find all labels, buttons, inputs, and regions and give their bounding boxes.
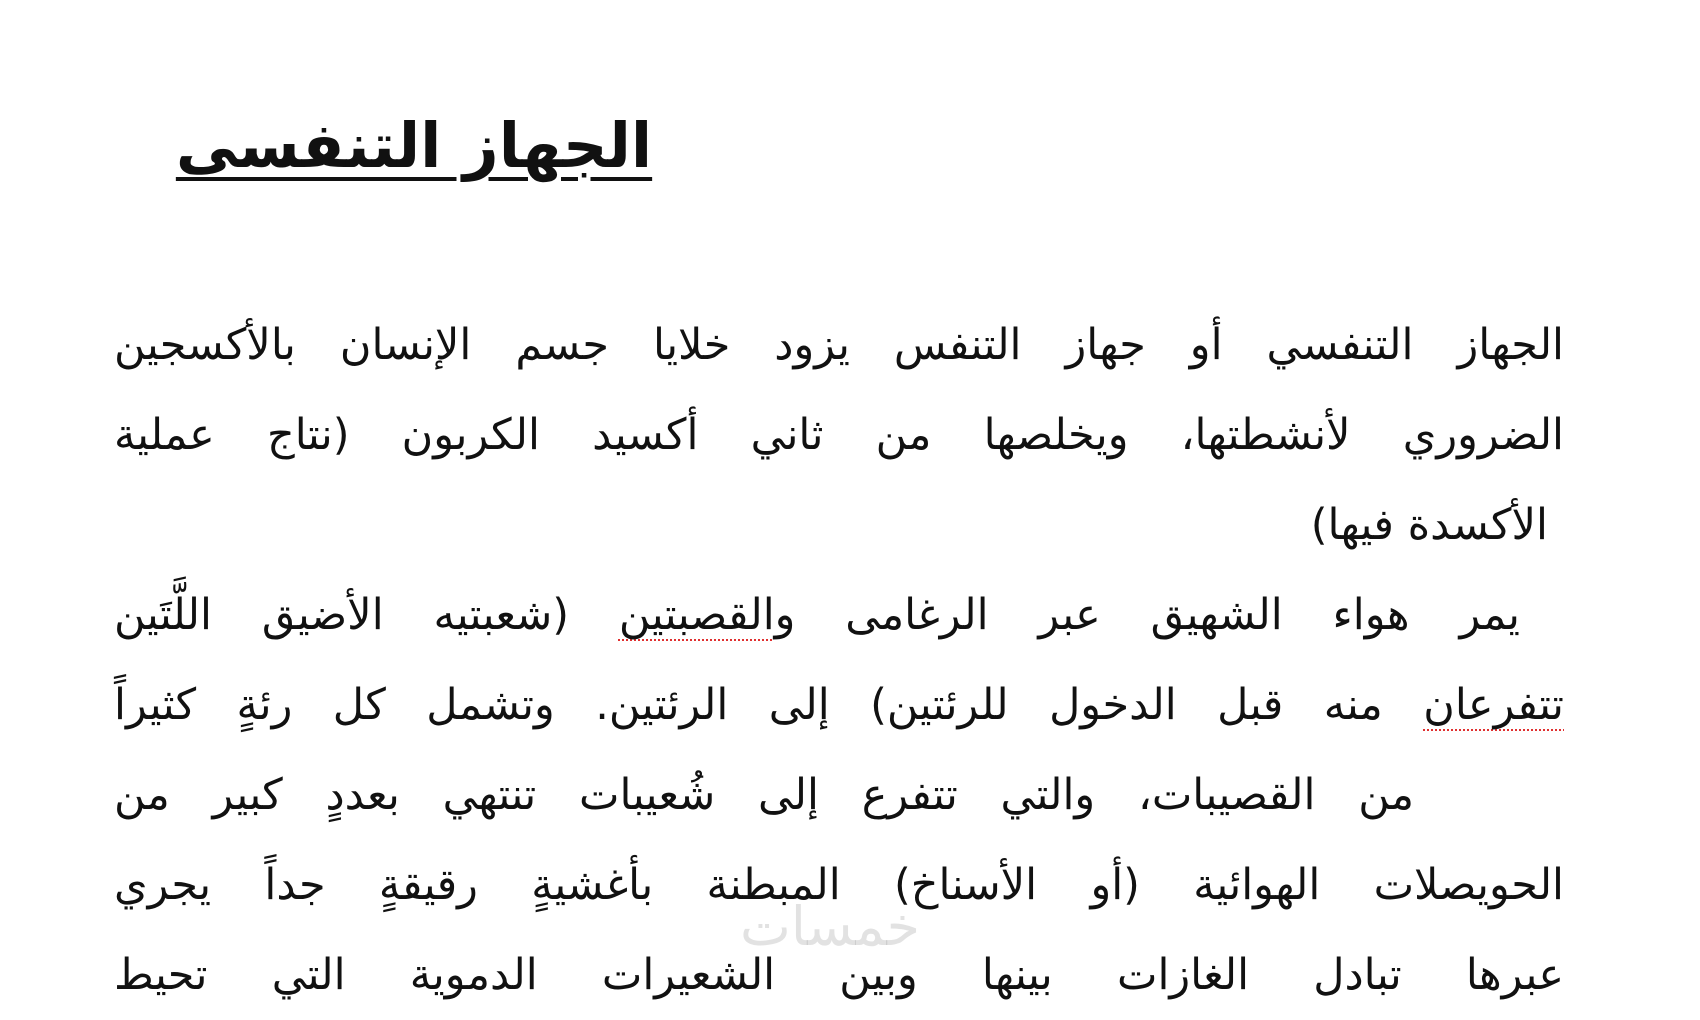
- spellcheck-flagged-word: القصبتين: [618, 590, 775, 640]
- spellcheck-flagged-word: تتفرعان: [1423, 680, 1564, 730]
- document-title: الجهاز التنفسى: [175, 109, 653, 182]
- body-line-6: من القصيبات، والتي تتفرع إلى شُعيبات تنتهي بعددٍ كبير من: [114, 770, 1414, 820]
- body-line-2: الضروري لأنشطتها، ويخلصها من ثاني أكسيد الكربون (نتاج عملية: [114, 410, 1564, 460]
- body-line-8: عبرها تبادل الغازات بينها وبين الشعيرات الدموية التي تحيط: [114, 950, 1564, 1000]
- body-line-1: الجهاز التنفسي أو جهاز التنفس يزود خلايا جسم الإنسان بالأكسجين: [114, 320, 1564, 370]
- body-line-4-text: يمر هواء الشهيق عبر الرغامى والقصبتين (شعبتيه الأضيق اللَّتَين: [114, 590, 1520, 640]
- body-line-3: الأكسدة فيها): [1310, 500, 1548, 550]
- watermark-logo: خمسات: [740, 895, 921, 958]
- body-line-7: الحويصلات الهوائية (أو الأسناخ) المبطنة بأغشيةٍ رقيقةٍ جداً يجري: [114, 860, 1564, 910]
- body-line-4: [114, 570, 1564, 660]
- body-line-5: تتفرعان منه قبل الدخول للرئتين) إلى الرئتين. وتشمل كل رئةٍ كثيراً: [114, 680, 1564, 730]
